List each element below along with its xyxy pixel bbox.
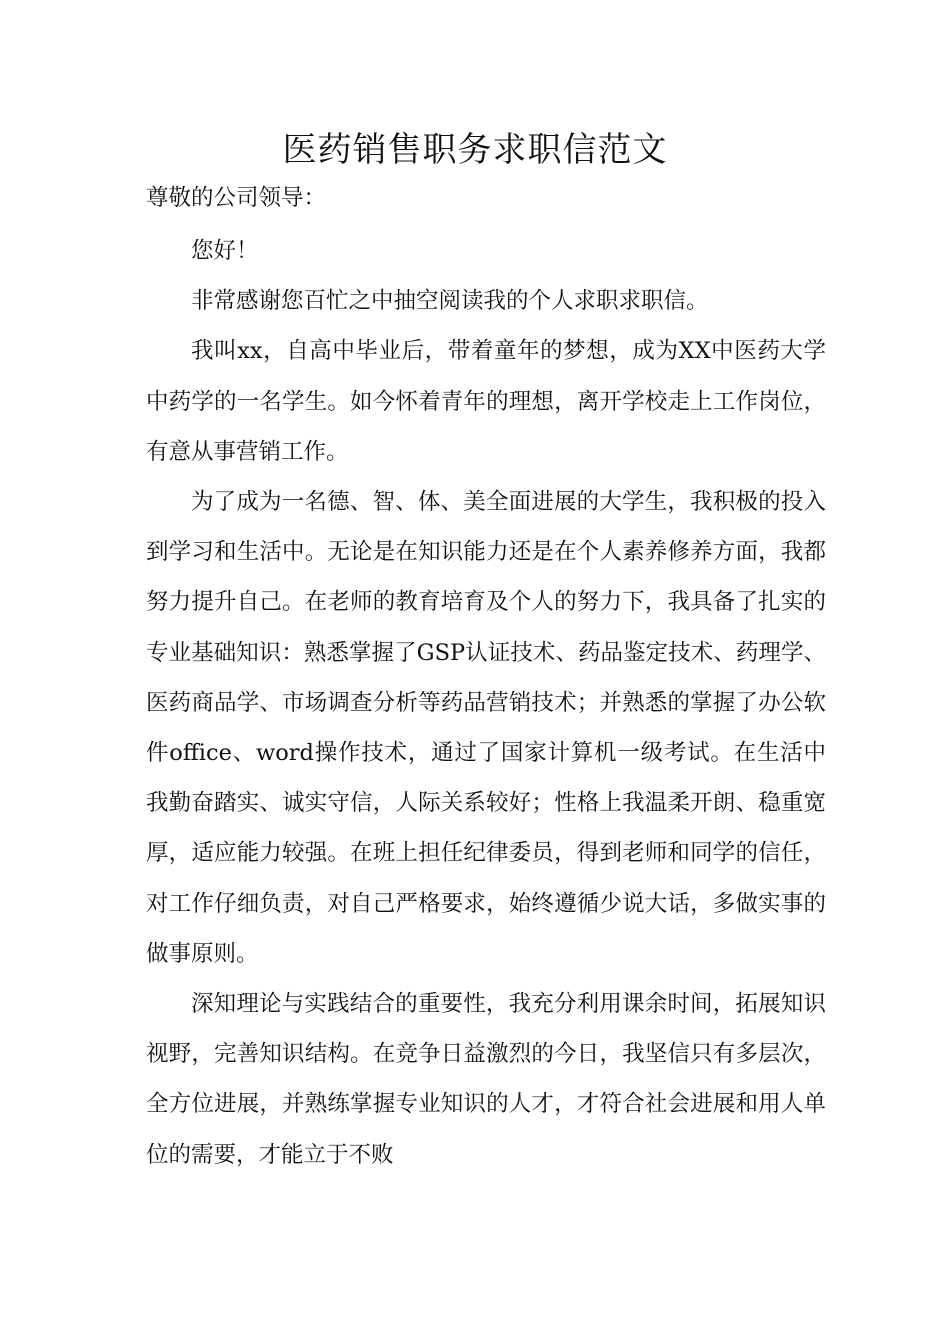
paragraph-introduction: 我叫xx，自高中毕业后，带着童年的梦想，成为XX中医药大学中药学的一名学生。如今怀着青年的理想，离开学校走上工作岗位，有意从事营销工作。 — [146, 338, 826, 465]
document-title: 医药销售职务求职信范文 — [282, 130, 668, 170]
paragraph-thanks: 非常感谢您百忙之中抽空阅读我的个人求职求职信。 — [191, 288, 709, 315]
paragraph-practice: 深知理论与实践结合的重要性，我充分利用课余时间，拓展知识视野，完善知识结构。在竞争日益激烈的今日，我坚信只有多层次，全方位进展，并熟练掌握专业知识的人才，才符合社会进展和用人单位的需要，才能立于不败 — [146, 991, 826, 1168]
paragraph-greeting: 您好！ — [191, 238, 259, 264]
salutation: 尊敬的公司领导： — [146, 185, 327, 211]
letter-body — [146, 226, 826, 1180]
paragraph-skills: 为了成为一名德、智、体、美全面进展的大学生，我积极的投入到学习和生活中。无论是在知识能力还是在个人素养修养方面，我都努力提升自己。在老师的教育培育及个人的努力下，我具备了扎实的专业基础知识：熟悉掌握了GSP认证技术、药品鉴定技术、药理学、医药商品学、市场调查分析等药品营销技术；并熟悉的掌握了办公软件office、word操作技术，通过了国家计算机一级考试。在生活中我勤奋踏实、诚实守信，人际关系较好；性格上我温柔开朗、稳重宽厚，适应能力较强。在班上担任纪律委员，得到老师和同学的信任，对工作仔细负责，对自己严格要求，始终遵循少说大话，多做实事的做事原则。 — [146, 489, 826, 967]
